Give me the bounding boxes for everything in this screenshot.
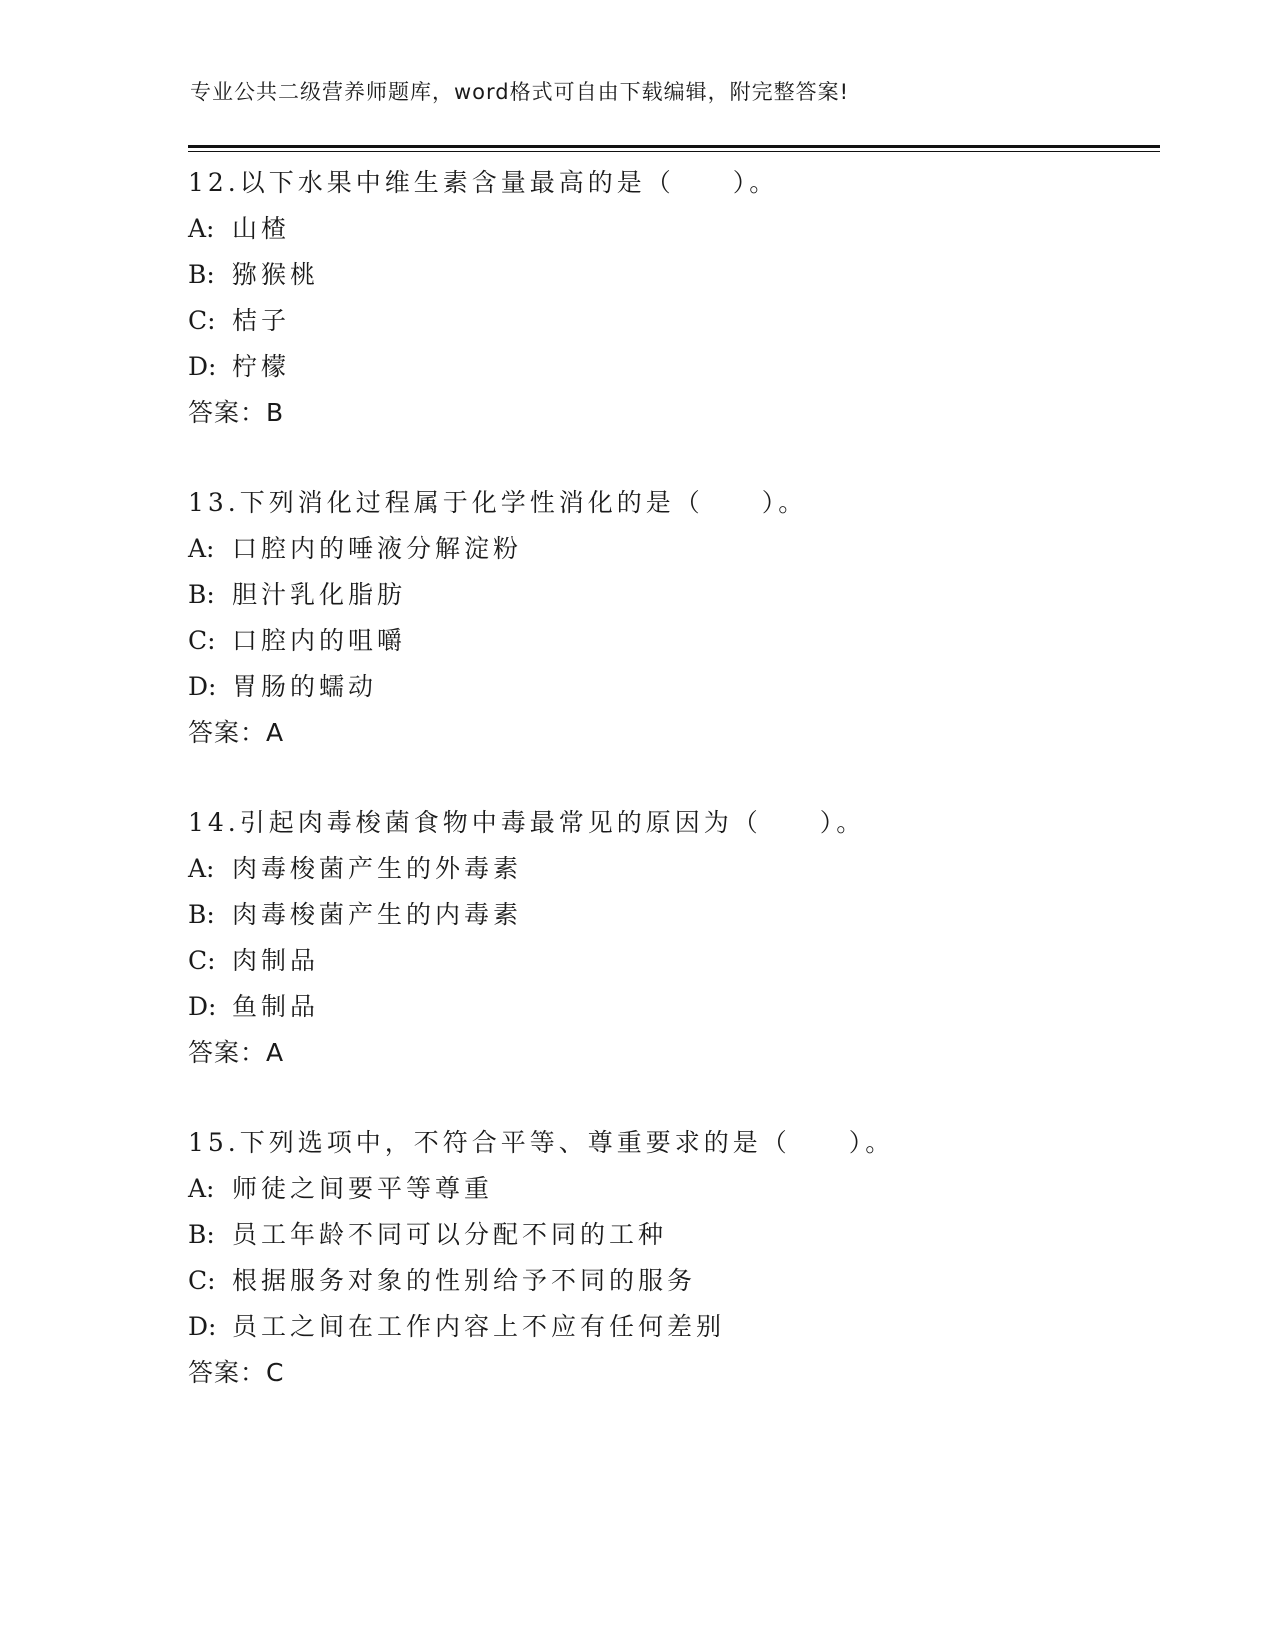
answer-line: 答案：B (188, 398, 285, 427)
option-letter: A: (188, 854, 215, 883)
answer-line: 答案：A (188, 718, 285, 747)
header-rule-thin (188, 151, 1160, 152)
option-a (188, 1166, 1168, 1212)
option-letter: A: (188, 214, 215, 243)
option-d (188, 344, 1168, 390)
option-text: 胃肠的蠕动 (232, 672, 378, 701)
question-14 (188, 800, 1168, 1120)
option-text: 鱼制品 (232, 992, 320, 1021)
option-c (188, 298, 1168, 344)
option-text: 猕猴桃 (232, 260, 320, 289)
option-a (188, 526, 1168, 572)
answer-line: 答案：C (188, 1358, 285, 1387)
question-list (188, 160, 1168, 1440)
option-a (188, 206, 1168, 252)
option-b (188, 572, 1168, 618)
option-c (188, 618, 1168, 664)
question-13 (188, 480, 1168, 800)
question-stem: 15.下列选项中，不符合平等、尊重要求的是（ ）。 (188, 1128, 895, 1157)
option-d (188, 664, 1168, 710)
option-text: 师徒之间要平等尊重 (232, 1174, 494, 1203)
option-text: 胆汁乳化脂肪 (232, 580, 407, 609)
question-12 (188, 160, 1168, 480)
option-letter: C: (188, 1266, 216, 1295)
option-b (188, 1212, 1168, 1258)
question-15 (188, 1120, 1168, 1440)
option-text: 山楂 (232, 214, 291, 243)
option-c (188, 1258, 1168, 1304)
option-text: 口腔内的咀嚼 (232, 626, 407, 655)
option-a (188, 846, 1168, 892)
option-letter: B: (188, 260, 215, 289)
header-rule-thick (188, 145, 1160, 148)
option-letter: D: (188, 672, 217, 701)
option-letter: C: (188, 946, 216, 975)
option-text: 员工之间在工作内容上不应有任何差别 (232, 1312, 726, 1341)
option-d (188, 1304, 1168, 1350)
question-stem: 13.下列消化过程属于化学性消化的是（ ）。 (188, 488, 808, 517)
option-letter: D: (188, 992, 217, 1021)
option-text: 柠檬 (232, 352, 291, 381)
option-c (188, 938, 1168, 984)
option-letter: D: (188, 1312, 217, 1341)
option-d (188, 984, 1168, 1030)
question-stem: 12.以下水果中维生素含量最高的是（ ）。 (188, 168, 779, 197)
option-text: 根据服务对象的性别给予不同的服务 (232, 1266, 697, 1295)
question-stem: 14.引起肉毒梭菌食物中毒最常见的原因为（ ）。 (188, 808, 866, 837)
option-text: 肉制品 (232, 946, 320, 975)
option-letter: A: (188, 1174, 215, 1203)
option-text: 员工年龄不同可以分配不同的工种 (232, 1220, 668, 1249)
option-letter: B: (188, 1220, 215, 1249)
answer-line: 答案：A (188, 1038, 285, 1067)
option-text: 桔子 (232, 306, 291, 335)
option-letter: B: (188, 900, 215, 929)
option-b (188, 252, 1168, 298)
option-letter: C: (188, 306, 216, 335)
option-text: 肉毒梭菌产生的外毒素 (232, 854, 523, 883)
option-letter: C: (188, 626, 216, 655)
option-text: 口腔内的唾液分解淀粉 (232, 534, 523, 563)
option-text: 肉毒梭菌产生的内毒素 (232, 900, 523, 929)
option-b (188, 892, 1168, 938)
option-letter: D: (188, 352, 217, 381)
page-header: 专业公共二级营养师题库，word格式可自由下载编辑，附完整答案! (190, 80, 850, 104)
option-letter: B: (188, 580, 215, 609)
option-letter: A: (188, 534, 215, 563)
